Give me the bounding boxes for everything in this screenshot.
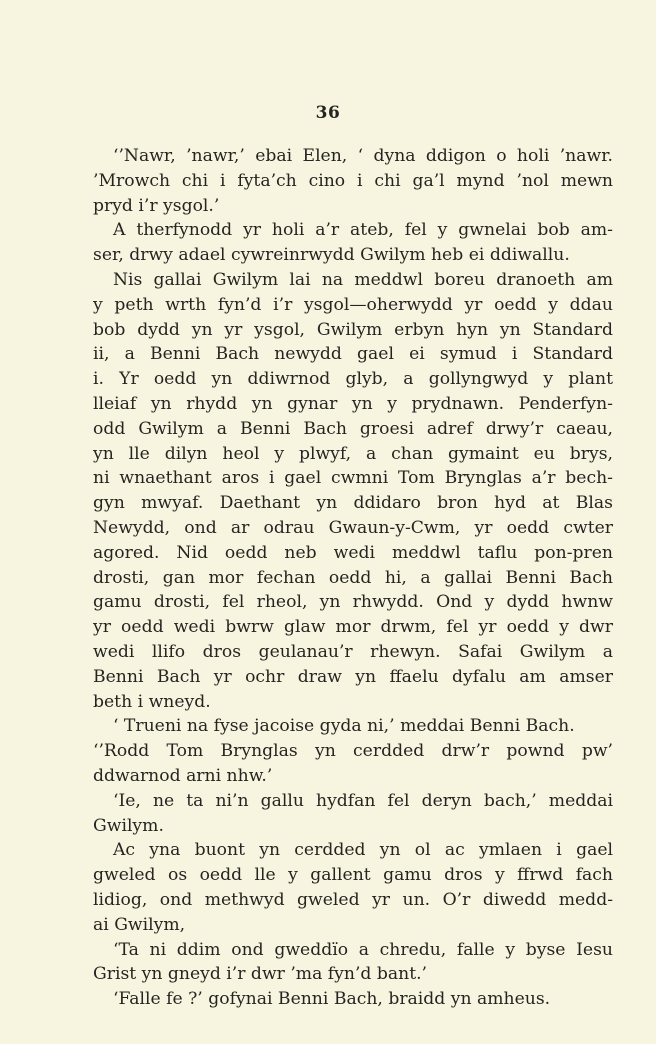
text-line: gyn mwyaf. Daethant yn ddidaro bron hyd at Blas — [93, 493, 613, 514]
text-line: ‘Falle fe ?’ gofynai Benni Bach, braidd yn amheus. — [113, 989, 551, 1010]
text-line: ii, a Benni Bach newydd gael ei symud i Standard — [93, 344, 613, 365]
paragraph — [93, 838, 613, 937]
text-line: ni wnaethant aros i gael cwmni Tom Brynglas a’r bech- — [93, 468, 613, 489]
text-line: i. Yr oedd yn ddiwrnod glyb, a gollyngwyd y plant — [93, 369, 613, 390]
paragraph — [93, 938, 613, 988]
text-line: ‘Ta ni ddim ond gweddïo a chredu, falle y byse Iesu — [113, 939, 613, 960]
text-line: Benni Bach yr ochr draw yn ffaelu dyfalu am amser — [93, 666, 613, 687]
text-line: beth i wneyd. — [93, 691, 211, 712]
text-line: yr oedd wedi bwrw glaw mor drwm, fel yr oedd y dwr — [93, 617, 613, 638]
paragraph — [93, 218, 613, 268]
text-line: Newydd, ond ar odrau Gwaun-y-Cwm, yr oedd cwter — [93, 517, 613, 538]
body-text — [93, 144, 613, 1012]
paragraph — [93, 268, 613, 714]
text-line: Grist yn gneyd i’r dwr ’ma fyn’d bant.’ — [93, 964, 428, 985]
text-line: Nis gallai Gwilym lai na meddwl boreu dranoeth am — [113, 269, 613, 290]
text-line: lidiog, ond methwyd gweled yr un. O’r diwedd medd- — [93, 889, 613, 910]
text-line: agored. Nid oedd neb wedi meddwl taflu pon-pren — [93, 542, 613, 563]
page-number: 36 — [315, 103, 341, 123]
text-line: ‘’Rodd Tom Brynglas yn cerdded drw’r pownd pw’ — [93, 741, 613, 762]
text-line: odd Gwilym a Benni Bach groesi adref drwy’r caeau, — [93, 418, 613, 439]
text-line: ai Gwilym, — [93, 914, 186, 935]
text-line: Ac yna buont yn cerdded yn ol ac ymlaen i gael — [113, 840, 613, 861]
text-line: gweled os oedd lle y gallent gamu dros y ffrwd fach — [93, 865, 613, 886]
text-line: pryd i’r ysgol.’ — [93, 195, 220, 216]
text-line: y peth wrth fyn’d i’r ysgol—oherwydd yr oedd y ddau — [93, 294, 613, 315]
text-line: bob dydd yn yr ysgol, Gwilym erbyn hyn yn Standard — [93, 319, 613, 340]
text-line: drosti, gan mor fechan oedd hi, a gallai Benni Bach — [93, 567, 613, 588]
text-line: ’Mrowch chi i fyta’ch cino i chi ga’l mynd ’nol mewn — [93, 170, 613, 191]
text-line: ddwarnod arni nhw.’ — [93, 765, 273, 786]
text-line: ‘ Trueni na fyse jacoise gyda ni,’ meddai Benni Bach. — [113, 716, 575, 737]
text-line: lleiaf yn rhydd yn gynar yn y prydnawn. Penderfyn- — [93, 393, 613, 414]
paragraph — [93, 987, 613, 1012]
text-line: gamu drosti, fel rheol, yn rhwydd. Ond y dydd hwnw — [93, 592, 613, 613]
text-line: ser, drwy adael cywreinrwydd Gwilym heb ei ddiwallu. — [93, 245, 570, 266]
paragraph — [93, 714, 613, 739]
text-line: wedi llifo dros geulanau’r rhewyn. Safai Gwilym a — [93, 641, 613, 662]
paragraph — [93, 739, 613, 789]
text-line: Gwilym. — [93, 815, 164, 836]
text-line: A therfynodd yr holi a’r ateb, fel y gwnelai bob am- — [113, 220, 613, 241]
text-line: ‘Ie, ne ta ni’n gallu hydfan fel deryn bach,’ meddai — [113, 790, 613, 811]
paragraph — [93, 144, 613, 218]
text-line: ‘’Nawr, ’nawr,’ ebai Elen, ‘ dyna ddigon o holi ’nawr. — [113, 146, 613, 166]
paragraph — [93, 789, 613, 839]
text-line: yn lle dilyn heol y plwyf, a chan gymaint eu brys, — [93, 443, 613, 464]
